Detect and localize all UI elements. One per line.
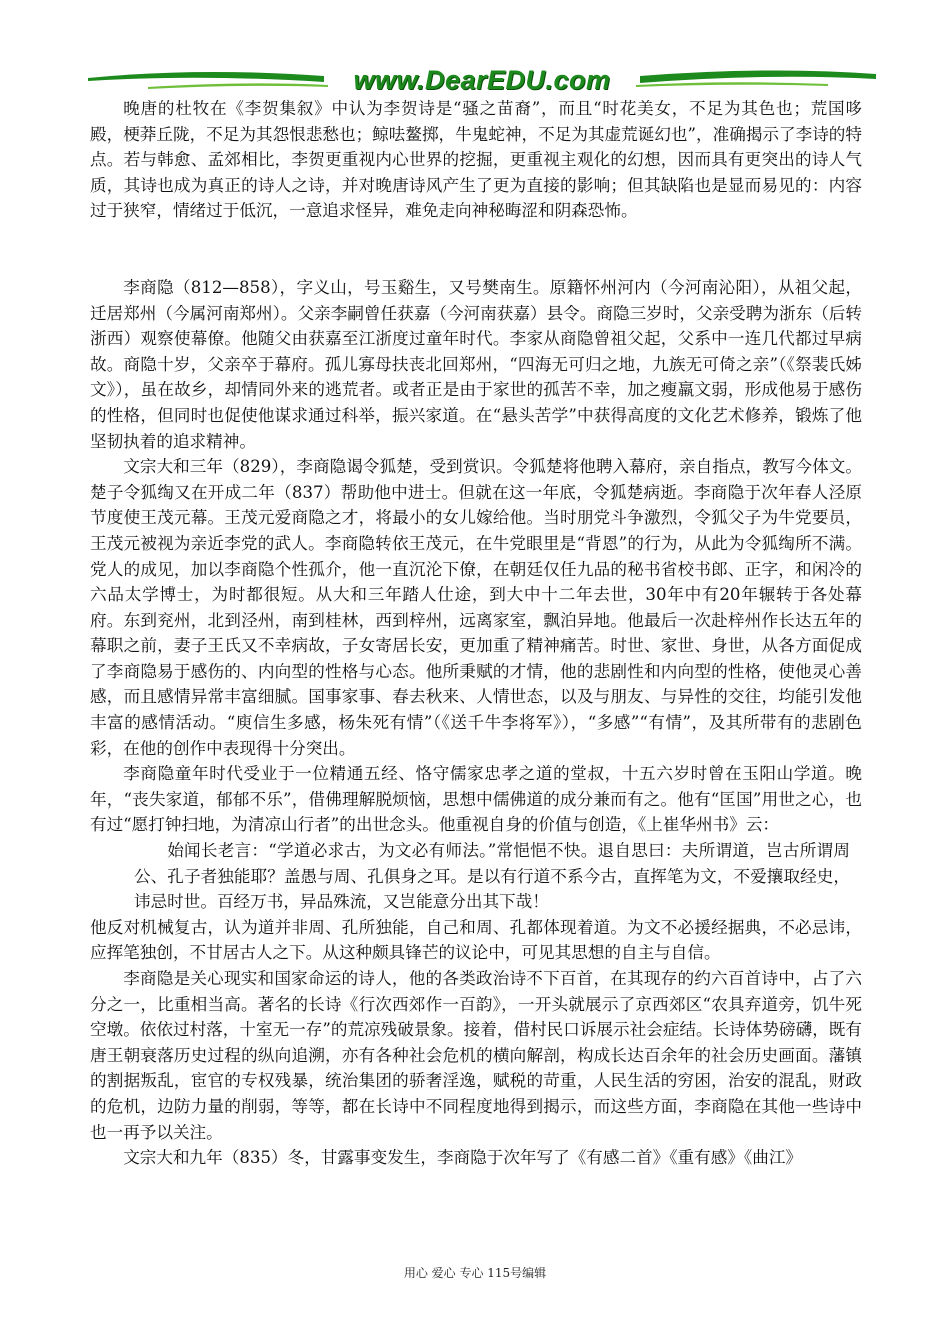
section-gap [90,224,862,275]
paragraph-after-quote: 他反对机械复古，认为道并非周、孔所独能，自己和周、孔都体现着道。为文不必援经据典，不必忌讳，应挥笔独创，不甘居古人之下。从这种颇具锋芒的议论中，可见其思想的自主与自信。 [90,917,862,963]
paragraph-thought: 李商隐童年时代受业于一位精通五经、恪守儒家忠孝之道的堂叔，十五六岁时曾在玉阳山学道。晚年，“丧失家道，郁郁不乐”，借佛理解脱烦恼，思想中儒佛道的成分兼而有之。他有“匡国”用世之心，也有过“愿打钟扫地，为清凉山行者”的出世念头。他重视自身的价值与创造，《上崔华州书》云： [90,764,862,835]
paragraph-political-poems: 李商隐是关心现实和国家命运的诗人，他的各类政治诗不下百首，在其现存的约六百首诗中，占了六分之一，比重相当高。著名的长诗《行次西郊作一百韵》，一开头就展示了京西郊区“农具弃道旁，饥牛死空墩。依依过村落，十室无一存”的荒凉残破景象。接着，借村民口诉展示社会症结。长诗体势磅礴，既有唐王朝衰落历史过程的纵向追溯，亦有各种社会危机的横向解剖，构成长达百余年的社会历史画面。藩镇的割据叛乱，宦官的专权残暴，统治集团的骄奢淫逸，赋税的苛重，人民生活的穷困，治安的混乱，财政的危机，边防力量的削弱，等等，都在长诗中不同程度地得到揭示，而这些方面，李商隐在其他一些诗中也一再予以关注。 [90,969,862,1142]
paragraph-li-he-evaluation: 晚唐的杜牧在《李贺集叙》中认为李贺诗是“骚之苗裔”，而且“时花美女，不足为其色也；荒国哆殿，梗莽丘陇，不足为其怨恨悲愁也；鲸呿鳌掷，牛鬼蛇神，不足为其虚荒诞幻也”，准确揭示了李诗的特点。若与韩愈、孟郊相比，李贺更重视内心世界的挖掘，更重视主观化的幻想，因而具有更突出的诗人气质，其诗也成为真正的诗人之诗，并对晚唐诗风产生了更为直接的影响；但其缺陷也是显而易见的：内容过于狭窄，情绪过于低沉，一意追求怪异，难免走向神秘晦涩和阴森恐怖。 [90,99,862,221]
site-header-banner [88,62,876,98]
site-logo-text[interactable]: www.DearEDU.com [353,65,611,95]
article-body [90,96,862,1171]
page-footer: 用心 爱心 专心 115号编辑 [403,1266,547,1280]
paragraph-li-shangyin-biography: 李商隐（812—858），字义山，号玉谿生，又号樊南生。原籍怀州河内（今河南沁阳），从祖父起，迁居郑州（今属河南郑州）。父亲李嗣曾任获嘉（今河南获嘉）县令。商隐三岁时，父亲受聘为浙东（后转浙西）观察使幕僚。他随父由获嘉至江浙度过童年时代。李家从商隐曾祖父起，父系中一连几代都过早病故。商隐十岁，父亲卒于幕府。孤儿寡母扶丧北回郑州，“四海无可归之地，九族无可倚之亲”（《祭裴氏姊文》），虽在故乡，却情同外来的逃荒者。或者正是由于家世的孤苦不幸，加之瘦羸文弱，形成他易于感伤的性格，但同时也促使他谋求通过科举，振兴家道。在“悬头苦学”中获得高度的文化艺术修养，锻炼了他坚韧执着的追求精神。 [90,277,862,451]
paragraph-ganlu-incident: 文宗大和九年（835）冬，甘露事变发生，李商隐于次年写了《有感二首》《重有感》《曲江》 [123,1148,803,1168]
paragraph-career: 文宗大和三年（829），李商隐谒令狐楚，受到赏识。令狐楚将他聘入幕府，亲自指点，教写今体文。楚子令狐绹又在开成二年（837）帮助他中进士。但就在这一年底，令狐楚病逝。李商隐于次年春人泾原节度使王茂元幕。王茂元爱商隐之才，将最小的女儿嫁给他。当时朋党斗争激烈，令狐父子为牛党要员，王茂元被视为亲近李党的武人。李商隐转依王茂元，在牛党眼里是“背恩”的行为，从此为令狐绹所不满。党人的成见，加以李商隐个性孤介，他一直沉沦下僚，在朝廷仅任九品的秘书省校书郎、正字，和闲冷的六品太学博士，为时都很短。从大和三年踏人仕途，到大中十二年去世，30年中有20年辗转于各处幕府。东到兖州，北到泾州，南到桂林，西到梓州，远离家室，飘泊异地。他最后一次赴梓州作长达五年的幕职之前，妻子王氏又不幸病故，子女寄居长安，更加重了精神痛苦。时世、家世、身世，从各方面促成了李商隐易于感伤的、内向型的性格与心态。他所秉赋的才情，他的悲剧性和内向型的性格，使他灵心善感，而且感情异常丰富细腻。国事家事、春去秋来、人情世态，以及与朋友、与异性的交往，均能引发他丰富的感情活动。“庾信生多感，杨朱死有情”（《送千牛李将军》），“多感”“有情”，及其所带有的悲剧色彩，在他的创作中表现得十分突出。 [90,457,862,758]
block-quote: 始闻长老言：“学道必求古，为文必有师法。”常悒悒不快。退自思曰：夫所谓道，岂古所谓周公、孔子者独能耶？盖愚与周、孔俱身之耳。是以有行道不系今古，直挥笔为文，不爱攘取经史，讳忌时世。百经万书，异品殊流，又岂能意分出其下哉！ [134,841,850,912]
